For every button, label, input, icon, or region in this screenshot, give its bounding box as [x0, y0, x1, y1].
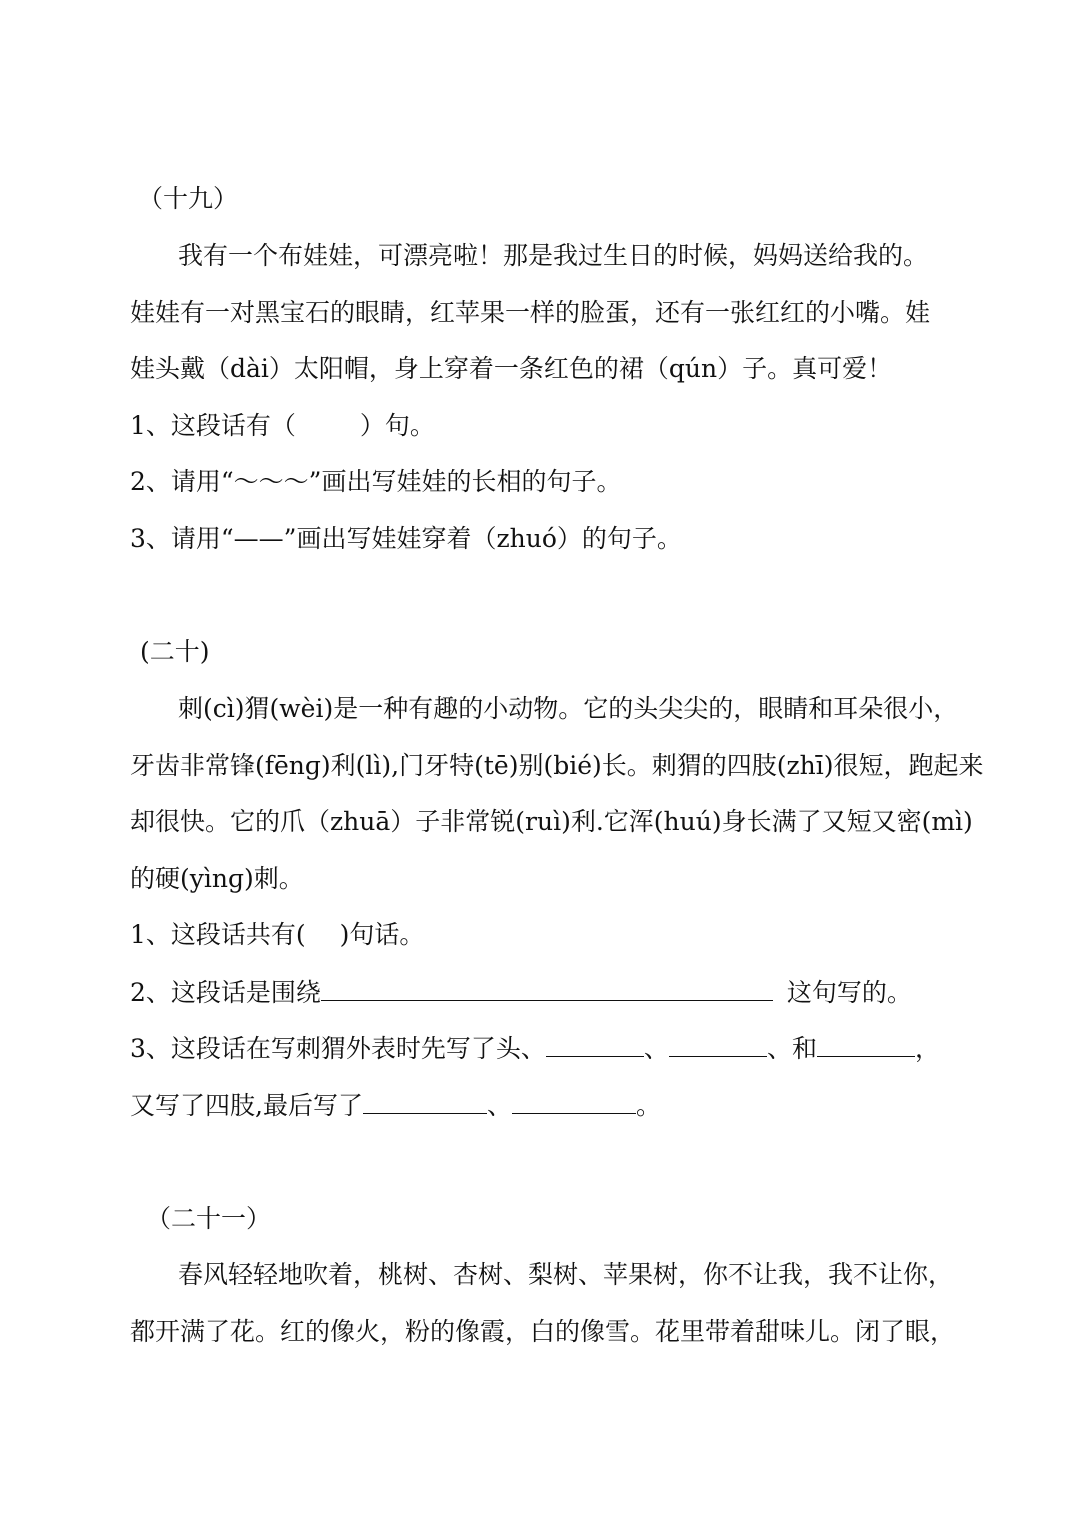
section-20-question-3-line-2 [130, 1088, 661, 1123]
question-text: 、 [643, 1034, 669, 1063]
question-text: 又写了四肢,最后写了 [130, 1091, 363, 1120]
answer-blank[interactable] [817, 1031, 915, 1057]
section-20-para-line-4: 的硬(yìnɡ)刺。 [130, 864, 304, 893]
question-text: ）句。 [359, 411, 435, 440]
section-20-title: (二十) [140, 637, 210, 666]
question-text: ， [914, 1034, 940, 1063]
section-19-question-1 [130, 409, 435, 443]
question-text: 、和 [766, 1034, 817, 1063]
answer-blank[interactable] [669, 1031, 767, 1057]
section-19-para-line-3: 娃头戴（dài）太阳帽，身上穿着一条红色的裙（qún）子。真可爱！ [130, 354, 893, 383]
section-20-question-3 [130, 1031, 940, 1066]
section-19-question-3: 3、请用“——”画出写娃娃穿着（zhuó）的句子。 [130, 524, 682, 553]
section-20-question-1 [130, 918, 424, 952]
section-21-para-line-1: 春风轻轻地吹着，桃树、杏树、梨树、苹果树，你不让我，我不让你， [178, 1260, 954, 1289]
section-20-question-2 [130, 975, 912, 1010]
answer-blank[interactable] [321, 975, 773, 1001]
section-19-title: （十九） [138, 184, 239, 213]
section-21-title: （二十一） [146, 1204, 272, 1233]
section-19-para-line-2: 娃娃有一对黑宝石的眼睛，红苹果一样的脸蛋，还有一张红红的小嘴。娃 [130, 298, 931, 327]
section-19-para-line-1: 我有一个布娃娃，可漂亮啦！那是我过生日的时候，妈妈送给我的。 [178, 241, 929, 270]
answer-blank[interactable] [512, 1088, 636, 1114]
question-text: 3、这段话在写刺猬外表时先写了头、 [130, 1034, 546, 1063]
question-text: 。 [635, 1091, 661, 1120]
section-20-para-line-2: 牙齿非常锋(fēnɡ)利(lì),门牙特(tē)别(bié)长。刺猬的四肢(zhī)很短，跑起来 [130, 751, 984, 780]
question-text: )句话。 [339, 920, 425, 949]
answer-blank[interactable] [546, 1031, 644, 1057]
section-20-para-line-1: 刺(cì)猬(wèi)是一种有趣的小动物。它的头尖尖的，眼睛和耳朵很小， [178, 694, 959, 723]
section-19-question-2: 2、请用“～～～”画出写娃娃的长相的句子。 [130, 467, 622, 496]
question-text: 1、这段话有（ [130, 411, 296, 440]
question-text: 、 [486, 1091, 512, 1120]
question-text: 这句写的。 [786, 978, 912, 1007]
question-text: 2、这段话是围绕 [130, 978, 321, 1007]
question-text: 1、这段话共有( [130, 920, 306, 949]
answer-blank[interactable] [363, 1088, 487, 1114]
section-20-para-line-3: 却很快。它的爪（zhuā）子非常锐(ruì)利.它浑(huú)身长满了又短又密(mì) [130, 807, 973, 836]
section-21-para-line-2: 都开满了花。红的像火，粉的像霞，白的像雪。花里带着甜味儿。闭了眼， [130, 1317, 956, 1346]
